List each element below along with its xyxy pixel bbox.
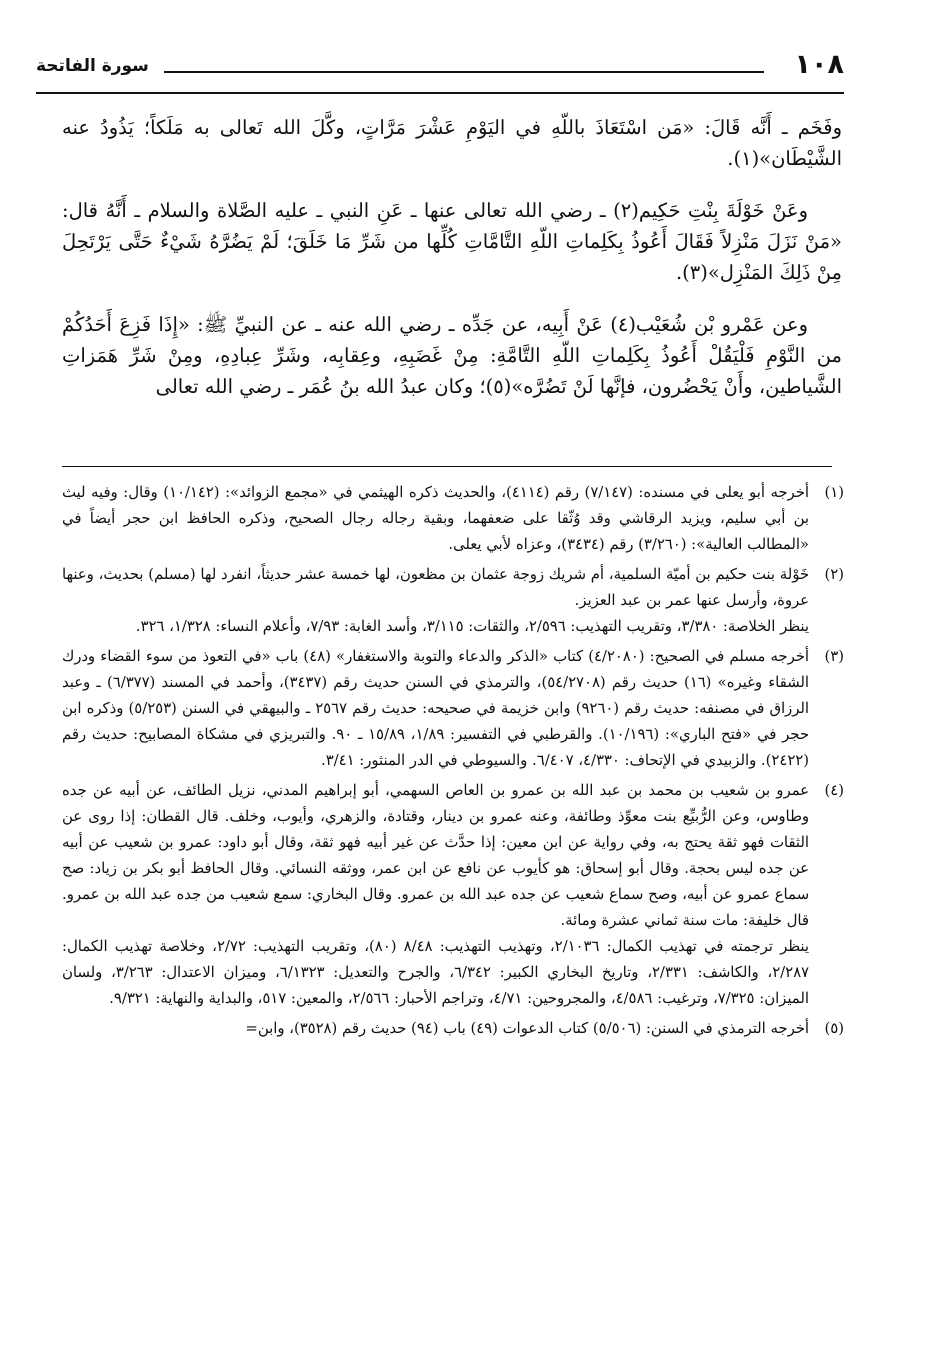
running-header xyxy=(36,50,844,88)
footnote xyxy=(62,480,844,558)
header-divider xyxy=(36,92,844,94)
footnote-text: أخرجه أبو يعلى في مسنده: (٧/١٤٧) رقم (٤١١٤)، والحديث ذكره الهيثمي في «مجمع الزوائد»: (١٠/١٤٢) وقال: وفيه ليث بن أبي سليم، ويزيد الرقاشي وقد وُثّقا على ضعفهما، وبقية رجاله رجال الصحيح، وذكره الحافظ ابن حجر أيضاً في «المطالب العالية»: (٣/٢٦٠) رقم (٣٤٣٤)، وعزاه لأبي يعلى. xyxy=(62,484,809,553)
footnote-text: عمرو بن شعيب بن محمد بن عبد الله بن عمرو بن العاص السهمي، أبو إبراهيم المدني، نزيل الطائف، عن أبيه عن جده وطاوس، وعن الرُّبيِّع بنت معوِّذ وطائفة، وعنه عمرو بن دينار، وقتادة، والزهري، وأيوب، وخلف. قال القطان: إذا روى عن الثقات فهو ثقة يحتج به، وفي رواية عن ابن معين: إذا حدَّث عن غير أبيه فهو ثقة، وقال أبو داود: عمرو بن شعيب عن أبيه عن جده ليس بحجة. وقال أبو إسحاق: هو كأيوب عن نافع عن ابن عمر، ووثقه النسائي. وقال الحافظ أبو بكر بن زياد: صح سماع عمرو عن أبيه، وصح سماع شعيب عن جده عبد الله بن عمرو. وقال البخاري: سمع شعيب من جده عبد الله بن عمرو. قال خليفة: مات سنة ثماني عشرة ومائة. xyxy=(62,782,809,929)
footnote xyxy=(62,562,844,640)
footnotes xyxy=(62,480,844,1046)
footnote xyxy=(62,778,844,1012)
paragraph: وعَنْ خَوْلَةَ بِنْتِ حَكِيم(٢) ـ رضي الله تعالى عنها ـ عَنِ النبي ـ عليه الصَّلاة والسلام ـ أَنَّهُ قال: «مَنْ نَزَلَ مَنْزِلاً فَقَالَ أَعُوذُ بِكَلِماتِ اللّهِ التَّامَّاتِ كُلِّها من شَرِّ مَا خَلَقَ؛ لَمْ يَضُرَّهُ شَيْءٌ حَتَّى يَرْتَحِلَ مِنْ ذَلِكَ المَنْزِل»(٣). xyxy=(62,199,842,284)
running-title: سورة الفاتحة xyxy=(36,56,149,76)
main-text xyxy=(62,112,842,423)
footnote xyxy=(62,1016,844,1042)
footnote-text: ينظر الخلاصة: ٣/٣٨٠، وتقريب التهذيب: ٢/٥٩٦، والثقات: ٣/١١٥، وأسد الغابة: ٧/٩٣، وأعلام النساء: ١/٣٢٨، ٣٢٦. xyxy=(135,618,809,635)
footnote xyxy=(62,644,844,774)
page-number: ١٠٨ xyxy=(794,49,844,80)
footnote-text: أخرجه مسلم في الصحيح: (٤/٢٠٨٠) كتاب «الذكر والدعاء والتوبة والاستغفار» (٤٨) باب «في التعوذ من سوء القضاء ودرك الشقاء وغيره» (١٦) حديث رقم (٥٤/٢٧٠٨)، والترمذي في السنن حديث رقم (٣٤٣٧)، وأحمد في المسند (٦/٣٧٧) ـ وعبد الرزاق في مصنفه: حديث رقم (٩٢٦٠) وابن خزيمة في صحيحه: حديث رقم ٢٥٦٧ ـ والبيهقي في السنن (٥/٢٥٣) وذكره ابن حجر في «فتح الباري»: (١٠/١٩٦). والقرطبي في التفسير: ١/٨٩، ١٥/٨٩ ـ ٩٠. والتبريزي في مشكاة المصابيح: حديث رقم (٢٤٢٢). والزبيدي في الإتحاف: ٤/٣٣٠، ٦/٤٠٧. والسيوطي في الدر المنثور: ٣/٤١. xyxy=(62,648,809,769)
footnote-text: خَوْلة بنت حكيم بن أميّة السلمية، أم شريك زوجة عثمان بن مظعون، لها خمسة عشر حديثاً، انفرد لها (مسلم) بحديث، وعنها عروة، وأرسل عنها عمر بن عبد العزيز. xyxy=(62,566,809,609)
footnote-number: (٢) xyxy=(824,566,844,583)
paragraph: وفَخَم ـ أَنَّه قَالَ: «مَن اسْتَعَاذَ باللّهِ في اليَوْمِ عَشْرَ مَرَّاتٍ، وكَّلَ الله تَعالى به مَلَكاً؛ يَذُودُ عنه الشَّيْطَان»(١). xyxy=(62,116,842,170)
footnote-number: (٥) xyxy=(824,1020,844,1037)
footnote-number: (٣) xyxy=(824,648,844,665)
footnote-text: ينظر ترجمته في تهذيب الكمال: ٢/١٠٣٦، وتهذيب التهذيب: ٨/٤٨ (٨٠)، وتقريب التهذيب: ٢/٧٢، وخلاصة تهذيب الكمال: ٢/٢٨٧، والكاشف: ٢/٣٣١، وتاريخ البخاري الكبير: ٦/٣٤٢، والجرح والتعديل: ٦/١٣٢٣، وميزان الاعتدال: ٣/٢٦٣، ولسان الميزان: ٧/٣٢٥، وترغيب: ٤/٥٨٦، والمجروحين: ٤/٧١، وتراجم الأحبار: ٢/٥٦٦، والمعين: ٥١٧، والبداية والنهاية: ٩/٣٢١. xyxy=(62,938,810,1007)
footnote-text: أخرجه الترمذي في السنن: (٥/٥٠٦) كتاب الدعوات (٤٩) باب (٩٤) حديث رقم (٣٥٢٨)، وابن= xyxy=(245,1020,809,1037)
header-rule xyxy=(164,71,764,73)
footnote-number: (٤) xyxy=(824,782,844,799)
footnote-number: (١) xyxy=(824,484,844,501)
paragraph: وعن عَمْرو بْن شُعَيْب(٤) عَنْ أَبِيه، عن جَدِّه ـ رضي الله عنه ـ عن النبيِّ ﷺ: «إِذَا فَزِعَ أَحَدُكُمْ من النَّوْمِ فَلْيَقُلْ أَعُوذُ بِكَلِماتِ اللّهِ التَّامَّةِ: مِنْ غَضَبِهِ، وعِقابِه، وشَرِّ عِبادِهِ، ومِنْ شَرِّ هَمَزاتِ الشَّياطين، وأَنْ يَحْضُرون، فإنَّها لَنْ تَضُرَّه»(٥)؛ وكان عبدُ الله بنُ عُمَر ـ رضي الله تعالى xyxy=(62,313,842,398)
footnote-divider xyxy=(62,466,832,467)
